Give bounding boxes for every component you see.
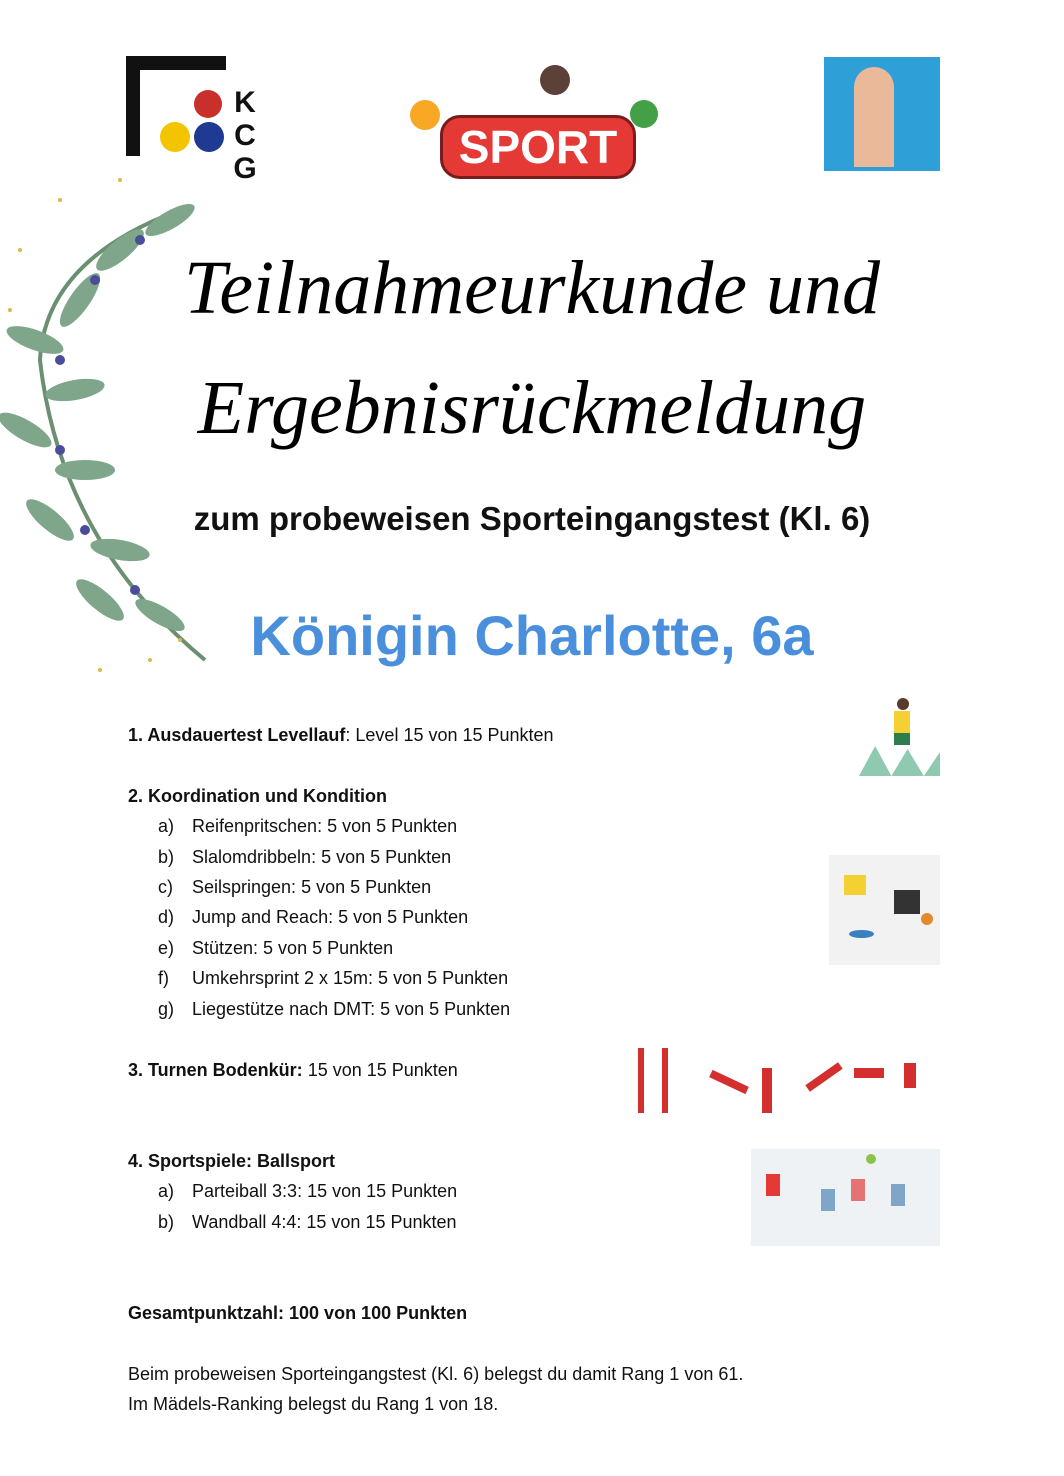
list-item: f) Umkehrsprint 2 x 15m: 5 von 5 Punkten (158, 968, 509, 988)
ballsport-illustration (751, 1149, 940, 1246)
subtitle: zum probeweisen Sporteingangstest (Kl. 6) (193, 500, 871, 537)
section-1: 1. Ausdauertest Levellauf: Level 15 von 15 Punkten (128, 725, 554, 745)
gymnastics-illustration (634, 1043, 940, 1118)
list-item: b) Wandball 4:4: 15 von 15 Punkten (158, 1212, 457, 1232)
section-4-heading: 4. Sportspiele: Ballsport (128, 1151, 336, 1171)
rank-girls: Im Mädels-Ranking belegst du Rang 1 von 18. (128, 1394, 499, 1414)
list-item: d) Jump and Reach: 5 von 5 Punkten (158, 907, 469, 927)
athletes-image (824, 57, 940, 171)
school-logo: K C G (126, 56, 261, 191)
list-item: e) Stützen: 5 von 5 Punkten (158, 938, 394, 958)
title-line-1: Teilnahmeurkunde und (184, 246, 880, 330)
list-item: g) Liegestütze nach DMT: 5 von 5 Punkten (158, 999, 511, 1019)
list-item: c) Seilspringen: 5 von 5 Punkten (158, 877, 432, 897)
section-2-heading: 2. Koordination und Kondition (128, 786, 387, 806)
list-item: a) Parteiball 3:3: 15 von 15 Punkten (158, 1181, 458, 1201)
coordination-illustration (829, 855, 940, 965)
student-name: Königin Charlotte, 6a (250, 604, 814, 667)
list-item: b) Slalomdribbeln: 5 von 5 Punkten (158, 847, 452, 867)
total-score: Gesamtpunktzahl: 100 von 100 Punkten (128, 1303, 468, 1323)
rank-overall: Beim probeweisen Sporteingangstest (Kl. 6) belegst du damit Rang 1 von 61. (128, 1364, 744, 1384)
list-item: a) Reifenpritschen: 5 von 5 Punkten (158, 816, 458, 836)
runner-illustration (859, 693, 940, 776)
title-line-2: Ergebnisrückmeldung (197, 366, 867, 450)
sport-clipart: SPORT (400, 60, 665, 185)
section-3: 3. Turnen Bodenkür: 15 von 15 Punkten (128, 1060, 458, 1080)
